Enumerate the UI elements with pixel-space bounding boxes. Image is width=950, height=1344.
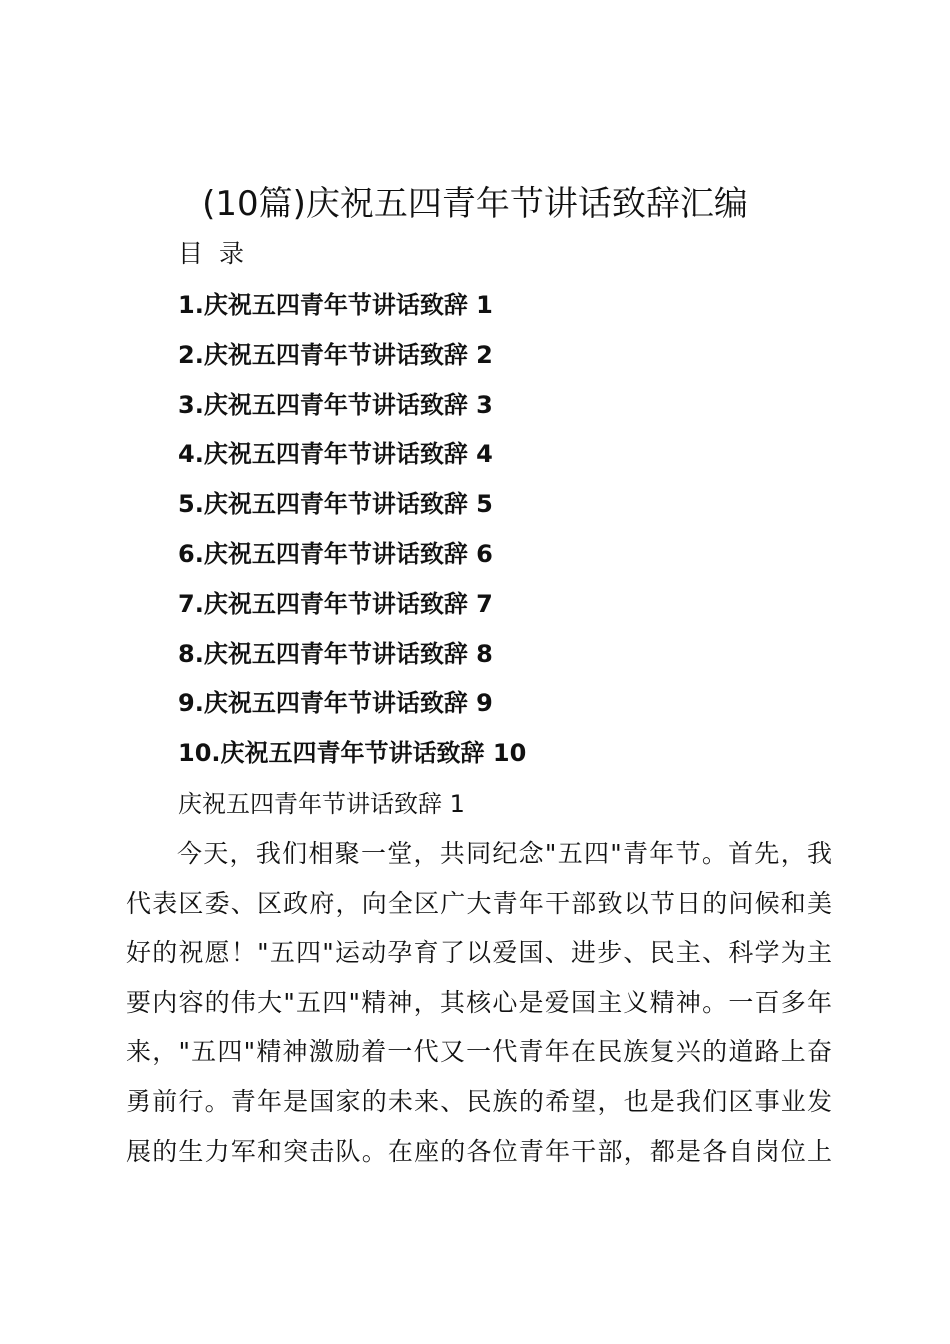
body-line: 要内容的伟大"五四"精神，其核心是爱国主义精神。一百多年 — [126, 987, 832, 1017]
toc-item-1[interactable]: 1.庆祝五四青年节讲话致辞 1 — [178, 291, 493, 319]
body-paragraph — [126, 829, 832, 1176]
toc-item-7[interactable]: 7.庆祝五四青年节讲话致辞 7 — [178, 589, 493, 618]
body-line: 勇前行。青年是国家的未来、民族的希望，也是我们区事业发 — [126, 1086, 832, 1116]
table-of-contents — [178, 285, 526, 783]
toc-item-3[interactable]: 3.庆祝五四青年节讲话致辞 3 — [178, 390, 493, 419]
document-title: (10篇)庆祝五四青年节讲话致辞汇编 — [202, 184, 748, 224]
body-line: 来，"五四"精神激励着一代又一代青年在民族复兴的道路上奋 — [126, 1037, 832, 1067]
toc-item-2[interactable]: 2.庆祝五四青年节讲话致辞 2 — [178, 340, 493, 369]
section-title: 庆祝五四青年节讲话致辞 1 — [178, 790, 465, 818]
toc-item-4[interactable]: 4.庆祝五四青年节讲话致辞 4 — [178, 440, 493, 469]
toc-item-5[interactable]: 5.庆祝五四青年节讲话致辞 5 — [178, 490, 493, 519]
body-line: 展的生力军和突击队。在座的各位青年干部，都是各自岗位上 — [126, 1136, 832, 1166]
body-line: 今天，我们相聚一堂，共同纪念"五四"青年节。首先，我 — [177, 839, 832, 868]
toc-item-9[interactable]: 9.庆祝五四青年节讲话致辞 9 — [178, 689, 493, 718]
toc-item-6[interactable]: 6.庆祝五四青年节讲话致辞 6 — [178, 539, 493, 568]
toc-item-8[interactable]: 8.庆祝五四青年节讲话致辞 8 — [178, 639, 493, 668]
toc-item-10[interactable]: 10.庆祝五四青年节讲话致辞 10 — [178, 739, 527, 768]
body-line: 代表区委、区政府，向全区广大青年干部致以节日的问候和美 — [126, 888, 832, 918]
body-line: 好的祝愿！"五四"运动孕育了以爱国、进步、民主、科学为主 — [126, 938, 832, 968]
toc-heading: 目 录 — [178, 239, 248, 268]
